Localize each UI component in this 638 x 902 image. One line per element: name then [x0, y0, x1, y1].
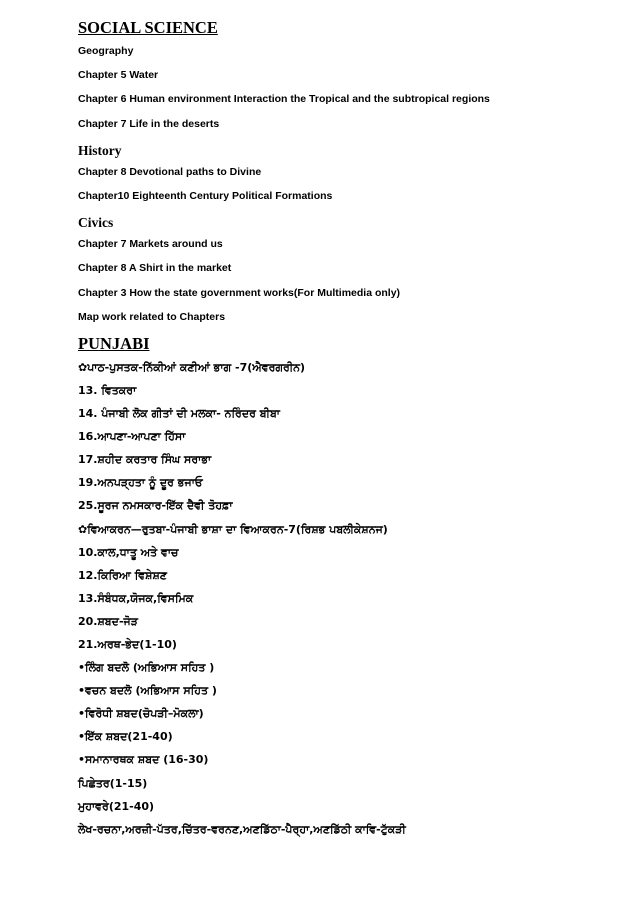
punjabi-line: 14. ਪੰਜਾਬੀ ਲੋਕ ਗੀਤਾਂ ਦੀ ਮਲਕਾ- ਨਰਿੰਦਰ ਬੀਬਾ: [78, 407, 280, 421]
punjabi-line: •ਵਚਨ ਬਦਲੋ (ਅਭਿਆਸ ਸਹਿਤ ): [78, 684, 217, 698]
history-item: Chapter10 Eighteenth Century Political Formations: [78, 189, 333, 202]
punjabi-line: 21.ਅਰਥ-ਭੇਦ(1-10): [78, 638, 177, 651]
punjabi-line: ਮੁਹਾਵਰੇ(21-40): [78, 799, 155, 813]
punjabi-title: PUNJABI: [78, 333, 150, 353]
punjabi-line: 16.ਆਪਣਾ-ਆਪਣਾ ਹਿੱਸਾ: [78, 430, 186, 444]
punjabi-line: 13.ਸੰਬੰਧਕ,ਯੋਜਕ,ਵਿਸਮਿਕ: [78, 591, 194, 605]
punjabi-line: 25.ਸੂਰਜ ਨਮਸਕਾਰ-ਇੱਕ ਦੈਵੀ ਤੋਹਫ਼ਾ: [78, 499, 233, 513]
punjabi-line: •ਸਮਾਨਾਰਥਕ ਸ਼ਬਦ (16-30): [78, 753, 209, 767]
geography-item: Chapter 7 Life in the deserts: [78, 117, 220, 130]
civics-item: Chapter 7 Markets around us: [78, 238, 223, 251]
punjabi-line: ✿ਵਿਆਕਰਨ—ਰੁਤਬਾ-ਪੰਜਾਬੀ ਭਾਸ਼ਾ ਦਾ ਵਿਆਕਰਨ-7(ਰਿਸ਼ਭ ਪਬਲੀਕੇਸ਼ਨਜ): [78, 522, 388, 536]
history-item: Chapter 8 Devotional paths to Divine: [78, 165, 262, 178]
civics-item: Chapter 3 How the state government works(For Multimedia only): [78, 286, 401, 299]
punjabi-line: 19.ਅਨਪੜ੍ਹਤਾ ਨੂੰ ਦੂਰ ਭਜਾਓ: [78, 476, 203, 490]
history-heading: History: [78, 142, 122, 158]
punjabi-line: •ਇੱਕ ਸ਼ਬਦ(21-40): [78, 730, 173, 744]
punjabi-line: ਪਿਛੇਤਰ(1-15): [78, 776, 148, 790]
punjabi-line: 17.ਸ਼ਹੀਦ ਕਰਤਾਰ ਸਿੰਘ ਸਰਾਭਾ: [78, 453, 212, 467]
civics-item: Map work related to Chapters: [78, 310, 226, 323]
punjabi-line: •ਵਿਰੋਧੀ ਸ਼ਬਦ(ਚੋਪੜੀ–ਮੋਕਲਾ): [78, 707, 204, 721]
geography-item: Chapter 5 Water: [78, 69, 159, 82]
punjabi-line: 13. ਵਿਤਕਰਾ: [78, 383, 137, 397]
geography-heading: Geography: [78, 45, 134, 57]
punjabi-line: •ਲਿੰਗ ਬਦਲੋ (ਅਭਿਆਸ ਸਹਿਤ ): [78, 661, 215, 675]
document-page: [78, 18, 618, 845]
civics-item: Chapter 8 A Shirt in the market: [78, 262, 232, 275]
civics-heading: Civics: [78, 215, 114, 231]
punjabi-line: 12.ਕਿਰਿਆ ਵਿਸ਼ੇਸ਼ਣ: [78, 568, 167, 582]
punjabi-line: ਲੇਖ-ਰਚਨਾ,ਅਰਜ਼ੀ-ਪੱਤਰ,ਚਿੱਤਰ-ਵਰਨਣ,ਅਣਡਿੱਠਾ-ਪੈਰ੍ਹਾ,ਅਣਡਿੱਠੀ ਕਾਵਿ-ਟੁੱਕੜੀ: [78, 822, 406, 836]
geography-item: Chapter 6 Human environment Interaction the Tropical and the subtropical regions: [78, 93, 490, 106]
social-science-title: SOCIAL SCIENCE: [78, 18, 218, 37]
punjabi-line: ✿ਪਾਠ-ਪੁਸਤਕ-ਨਿੱਕੀਆਂ ਕਣੀਆਂ ਭਾਗ -7(ਐਵਰਗਰੀਨ): [78, 360, 306, 374]
punjabi-line: 10.ਕਾਲ,ਧਾਤੂ ਅਤੇ ਵਾਚ: [78, 545, 179, 559]
punjabi-line: 20.ਸ਼ਬਦ-ਜੋੜ: [78, 614, 138, 628]
